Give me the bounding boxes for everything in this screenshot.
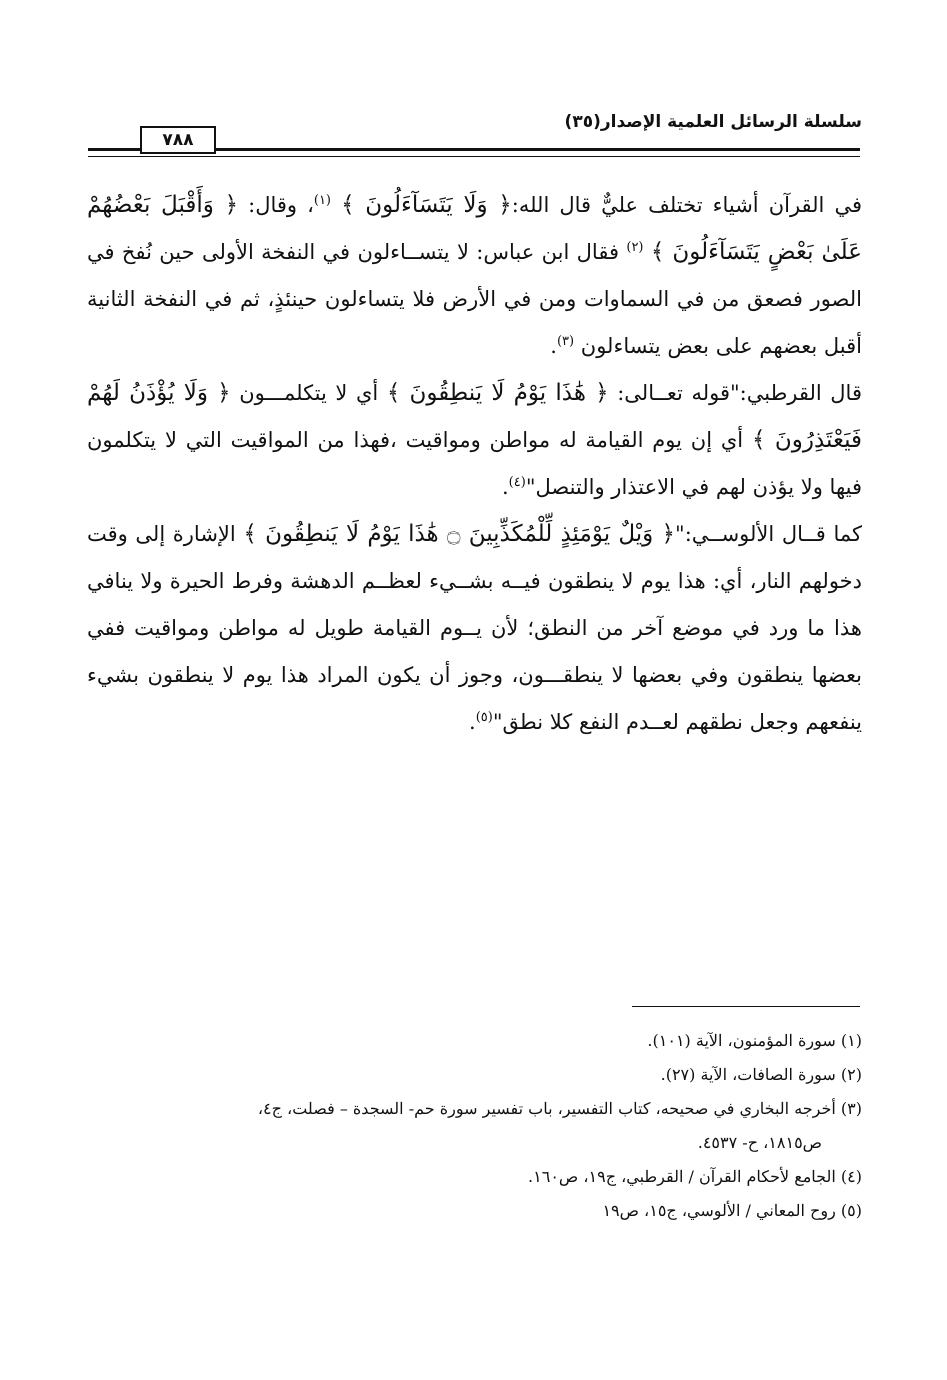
text: في القرآن أشياء تختلف عليٌّ قال الله: <box>511 193 862 217</box>
text: أي لا يتكلمـــون <box>230 381 387 405</box>
quran-verse: ﴿ وَأَقْبَلَ بَعْضُهُمْ عَلَىٰ بَعْضٍ يَتَسَآءَلُونَ ﴾ <box>87 192 862 265</box>
text: الإشارة إلى وقت دخولهم النار، أي: هذا يوم لا ينطقون فيــه بشــيء لعظــم الدهشة وفرط الحيرة ولا ينافي هذا ما ورد في موضع آخر من النطق؛ لأن يــوم القيامة طويل له مواطن ومواقيت ففي بعضها ينطقون وفي بعضها لا ينطقـــون، وجوز أن يكون المراد هذا يوم لا ينطقون بشيء ينفعهم وجعل نطقهم لعــدم النفع كلا نطق" <box>87 522 862 734</box>
paragraph-3 <box>87 511 862 746</box>
quran-verse: ﴿ وَلَا يَتَسَآءَلُونَ ﴾ <box>341 192 512 218</box>
footnote-3-continued: ص١٨١٥، ح- ٤٥٣٧. <box>697 1133 822 1152</box>
footnote-2: (٢) سورة الصافات، الآية (٢٧). <box>660 1065 862 1084</box>
text: . <box>501 475 509 499</box>
footnote-4: (٤) الجامع لأحكام القرآن / القرطبي، ج١٩، ص١٦٠. <box>528 1167 862 1186</box>
quran-verse: ﴿ وَلَا يُؤْذَنُ لَهُمْ فَيَعْتَذِرُونَ ﴾ <box>87 380 862 453</box>
footnote-5: (٥) روح المعاني / الألوسي، ج١٥، ص١٩ <box>602 1201 862 1220</box>
footnote-3: (٣) أخرجه البخاري في صحيحه، كتاب التفسير، باب تفسير سورة حم- السجدة – فصلت، ج٤، <box>257 1099 862 1118</box>
quran-verse: ﴿ هَٰذَا يَوْمُ لَا يَنطِقُونَ ﴾ <box>386 380 609 406</box>
text: . <box>550 334 557 358</box>
footnote-ref: (٢) <box>626 240 644 255</box>
text: كما قــال الألوســي:" <box>675 522 863 546</box>
footnote-1: (١) سورة المؤمنون، الآية (١٠١). <box>647 1031 862 1050</box>
text: أي إن يوم القيامة له مواطن ومواقيت ،فهذا من المواقيت التي لا يتكلمون فيها ولا يؤذن لهم في الاعتذار والتنصل" <box>87 428 862 499</box>
paragraph-1 <box>87 182 862 370</box>
series-title: سلسلة الرسائل العلمية الإصدار(٣٥) <box>564 112 862 132</box>
header-rule-thin <box>88 156 860 157</box>
footnote-ref: (٣) <box>556 334 575 349</box>
footnote-ref: (٥) <box>475 710 493 725</box>
main-text <box>87 182 862 746</box>
footnote-ref: (١) <box>313 193 331 208</box>
text: . <box>469 710 476 734</box>
quran-verse: ﴿ وَيْلٌ يَوْمَئِذٍ لِّلْمُكَذِّبِينَ ۝ هَٰذَا يَوْمُ لَا يَنطِقُونَ ﴾ <box>243 521 676 547</box>
paragraph-2 <box>87 370 862 511</box>
text: قال القرطبي:"قوله تعــالى: <box>608 381 862 405</box>
footnote-separator <box>632 1006 860 1007</box>
footnote-ref: (٤) <box>508 475 526 490</box>
text: ، وقال: <box>238 193 314 217</box>
page-number: ٧٨٨ <box>140 126 216 154</box>
text: فقال ابن عباس: لا يتســاءلون في النفخة الأولى حين نُفخ في الصور فصعق من في السماوات ومن في الأرض فلا يتساءلون حينئذٍ، ثم في النفخة الثانية أقبل بعضهم على بعض يتساءلون <box>87 240 862 358</box>
footnotes <box>87 1024 862 1228</box>
